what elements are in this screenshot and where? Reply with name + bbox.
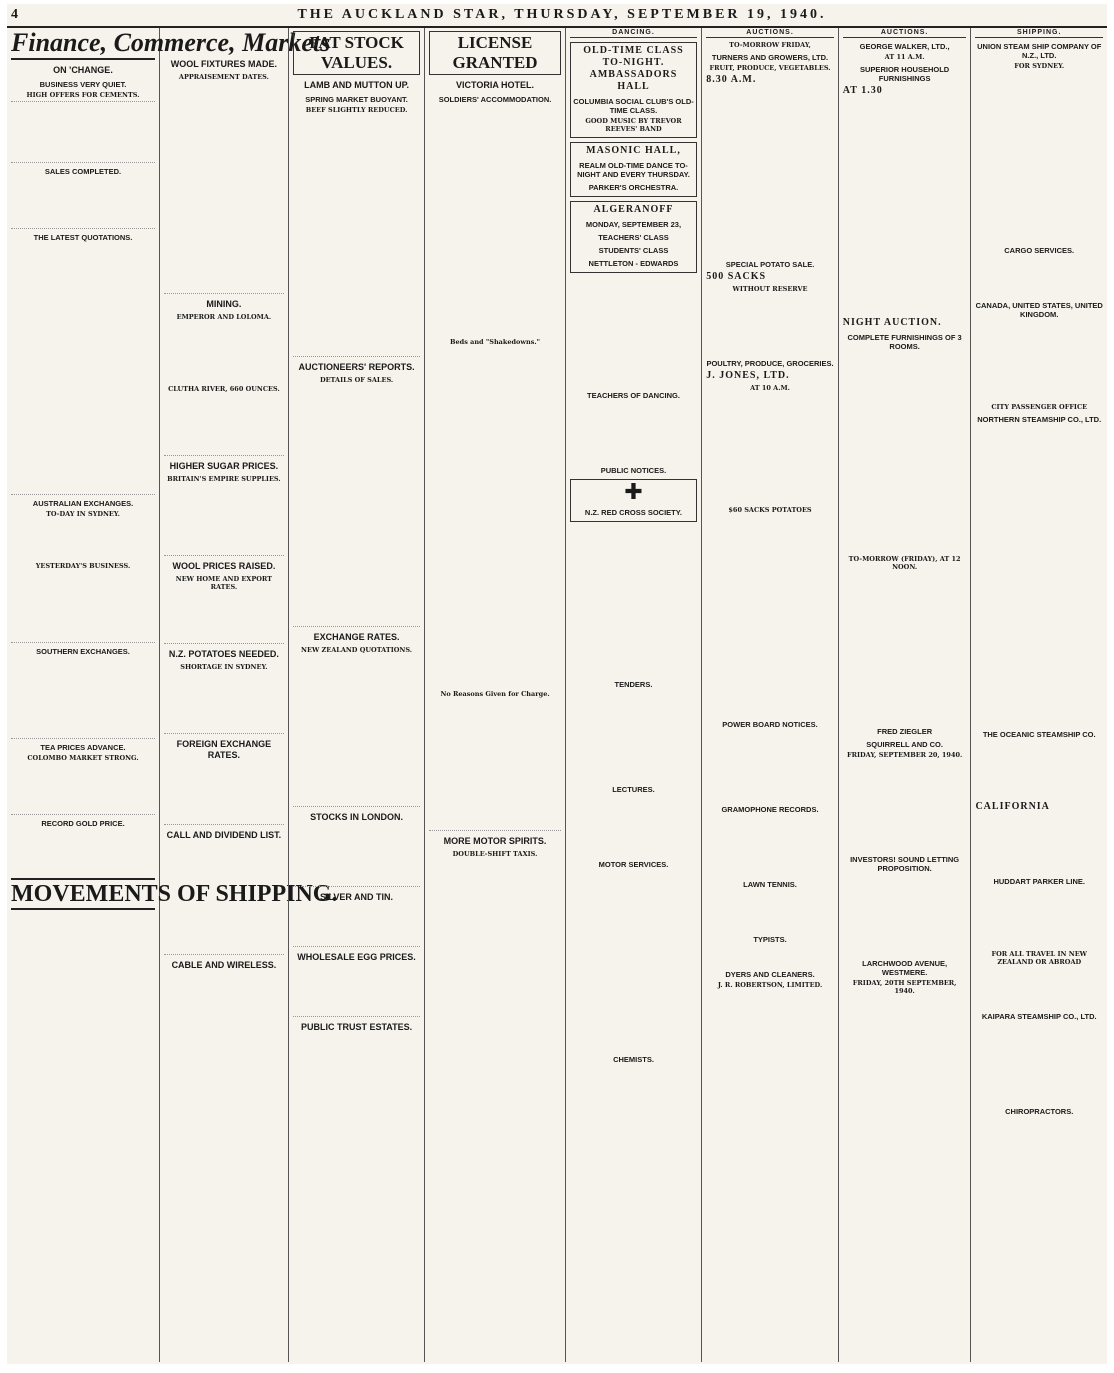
section-lawn-tennis: LAWN TENNIS.	[743, 880, 797, 889]
auction-500-sacks: 500 SACKS	[706, 271, 767, 282]
subhead-today-sydney: TO-DAY IN SYDNEY.	[46, 510, 120, 518]
columns	[7, 28, 1107, 1362]
article-beds	[429, 348, 560, 688]
subhead-nz-quotations: NEW ZEALAND QUOTATIONS.	[301, 646, 413, 654]
headline-silver-tin: SILVER AND TIN.	[320, 892, 394, 902]
article-wool-prices	[164, 593, 284, 644]
section-chiropractors: CHIROPRACTORS.	[1005, 1107, 1074, 1116]
ad-teachers-class: TEACHERS' CLASS	[598, 233, 669, 242]
section-power-board: POWER BOARD NOTICES.	[722, 720, 818, 729]
auction-special-potato: SPECIAL POTATO SALE.	[725, 260, 815, 269]
headline-call-dividend: CALL AND DIVIDEND LIST.	[166, 830, 282, 840]
ship-canada-us-uk: CANADA, UNITED STATES, UNITED KINGDOM.	[975, 301, 1103, 319]
article-sydney	[11, 520, 155, 560]
ad-masonic-hall: MASONIC HALL,	[586, 145, 681, 156]
ad-nettleton: NETTLETON - EDWARDS	[588, 259, 679, 268]
headline-on-change: ON 'CHANGE.	[53, 65, 113, 75]
section-dyers: DYERS AND CLEANERS.	[725, 970, 815, 979]
page-number: 4	[11, 7, 21, 22]
ship-kaipara: KAIPARA STEAMSHIP CO., LTD.	[981, 1012, 1097, 1021]
subhead-beds: Beds and "Shakedowns."	[450, 338, 541, 346]
auction-larchwood: LARCHWOOD AVENUE, WESTMERE.	[862, 959, 948, 977]
article-tea	[11, 764, 155, 815]
headline-stocks-london: STOCKS IN LONDON.	[310, 812, 403, 822]
subhead-cements: HIGH OFFERS FOR CEMENTS.	[26, 91, 140, 99]
article-sugar	[164, 485, 284, 556]
ad-ambassadors	[570, 42, 698, 138]
headline-sales-completed: SALES COMPLETED.	[44, 167, 122, 176]
article-wool	[164, 83, 284, 294]
ship-for-sydney: FOR SYDNEY.	[1014, 62, 1065, 70]
masthead	[7, 4, 1107, 28]
sales-table	[11, 178, 155, 229]
article-license	[429, 106, 560, 336]
auction-without-reserve: WITHOUT RESERVE	[732, 285, 808, 293]
subhead-home-export: NEW HOME AND EXPORT RATES.	[175, 575, 273, 591]
auction-poultry: POULTRY, PRODUCE, GROCERIES.	[706, 359, 834, 368]
auction-george-walker: GEORGE WALKER, LTD.,	[859, 42, 950, 51]
ship-cargo-services: CARGO SERVICES.	[1004, 246, 1075, 255]
subhead-emperor: EMPEROR AND LOLOMA.	[176, 313, 272, 321]
auction-jjones: J. JONES, LTD.	[706, 370, 790, 381]
article-clutha	[164, 395, 284, 456]
ad-ambassadors-hall: AMBASSADORS HALL	[589, 69, 678, 92]
subhead-details-sales: DETAILS OF SALES.	[319, 376, 394, 384]
stocks-table	[293, 826, 421, 887]
article-foreign	[164, 764, 284, 825]
red-cross-icon: ✚	[624, 480, 643, 505]
section-lectures: LECTURES.	[612, 785, 655, 794]
ad-oldtime-class: OLD-TIME CLASS TO-NIGHT.	[583, 45, 684, 68]
subhead-empire-supplies: BRITAIN'S EMPIRE SUPPLIES.	[167, 475, 281, 483]
subhead-appraisement: APPRAISEMENT DATES.	[178, 73, 269, 81]
dividend-table	[164, 844, 284, 955]
headline-potatoes: N.Z. POTATOES NEEDED.	[168, 649, 279, 659]
article-mining	[164, 323, 284, 383]
auction-robertson: J. R. ROBERTSON, LIMITED.	[717, 981, 823, 989]
subhead-clutha: CLUTHA RIVER, 660 OUNCES.	[168, 385, 280, 393]
subhead-taxis: DOUBLE-SHIFT TAXIS.	[452, 850, 538, 858]
headline-sugar: HIGHER SUGAR PRICES.	[169, 461, 279, 471]
column-auctions-1	[702, 28, 839, 1362]
headline-fat-stock: FAT STOCK VALUES.	[293, 31, 421, 75]
auction-superior-household: SUPERIOR HOUSEHOLD FURNISHINGS	[860, 65, 950, 83]
auction-10am: AT 10 A.M.	[750, 384, 790, 392]
subhead-colombo: COLOMBO MARKET STRONG.	[27, 754, 139, 762]
headline-cable-wireless: CABLE AND WIRELESS.	[171, 960, 277, 970]
subhead-victoria-hotel: VICTORIA HOTEL.	[456, 80, 535, 90]
section-gramophone: GRAMOPHONE RECORDS.	[721, 805, 819, 814]
subhead-beef: BEEF SLIGHTLY REDUCED.	[305, 106, 408, 114]
auction-fred-ziegler: FRED ZIEGLER	[877, 727, 933, 736]
article-gold	[11, 830, 155, 870]
headline-latest-quotations: THE LATEST QUOTATIONS.	[33, 233, 133, 242]
article-eggs	[293, 966, 421, 1017]
auction-complete-furnishings: COMPLETE FURNISHINGS OF 3 ROOMS.	[847, 333, 962, 351]
section-auctions-2: AUCTIONS.	[843, 28, 967, 38]
headline-egg-prices: WHOLESALE EGG PRICES.	[297, 952, 416, 962]
headline-australian-exchanges: AUSTRALIAN EXCHANGES.	[32, 499, 134, 508]
section-public-notices: PUBLIC NOTICES.	[600, 466, 667, 475]
quotations-table	[11, 244, 155, 495]
section-shipping: SHIPPING.	[975, 28, 1103, 38]
ad-parker: PARKER'S ORCHESTRA.	[588, 183, 679, 192]
article-silver	[293, 906, 421, 947]
ship-huddart-parker: HUDDART PARKER LINE.	[993, 877, 1085, 886]
auction-investors: INVESTORS! SOUND LETTING PROPOSITION.	[850, 855, 960, 873]
exchange-table	[293, 656, 421, 807]
article-potatoes	[164, 673, 284, 734]
auction-tomorrow: TO-MORROW FRIDAY,	[729, 41, 811, 49]
section-dancing: DANCING.	[570, 28, 698, 38]
subhead-shortage: SHORTAGE IN SYDNEY.	[180, 663, 268, 671]
ad-columbia: COLUMBIA SOCIAL CLUB'S OLD-TIME CLASS.	[573, 97, 694, 115]
ad-trevor-reeves: GOOD MUSIC BY TREVOR REEVES' BAND	[585, 117, 682, 133]
ship-city-office: CITY PASSENGER OFFICE	[991, 403, 1088, 411]
auction-11am: AT 11 A.M.	[884, 53, 925, 61]
headline-southern-exchanges: SOUTHERN EXCHANGES.	[36, 647, 130, 656]
ad-realm: REALM OLD-TIME DANCE TO-NIGHT AND EVERY THURSDAY.	[577, 161, 690, 179]
subhead-yesterdays-business: YESTERDAY'S BUSINESS.	[35, 562, 131, 570]
column-fatstock	[289, 28, 426, 1362]
article-yesterday	[11, 572, 155, 643]
headline-exchange-rates: EXCHANGE RATES.	[313, 632, 400, 642]
headline-wool-prices: WOOL PRICES RAISED.	[172, 561, 276, 571]
auction-noon: TO-MORROW (FRIDAY), AT 12 NOON.	[848, 555, 961, 571]
ship-union-steam: UNION STEAM SHIP COMPANY OF N.Z., LTD.	[977, 42, 1102, 60]
article-reasons	[429, 700, 560, 831]
column-wool	[160, 28, 289, 1362]
auction-130: AT 1.30	[842, 85, 883, 96]
ship-oceanic: THE OCEANIC STEAMSHIP CO.	[982, 730, 1096, 739]
section-typists: TYPISTS.	[753, 935, 787, 944]
section-chemists: CHEMISTS.	[613, 1055, 654, 1064]
paper-title-date: THE AUCKLAND STAR, THURSDAY, SEPTEMBER 19, 1940.	[297, 7, 827, 22]
column-shipping	[971, 28, 1107, 1362]
auction-time-830: 8.30 A.M.	[706, 74, 757, 85]
headline-foreign-exchange: FOREIGN EXCHANGE RATES.	[176, 739, 272, 760]
section-auctions-1: AUCTIONS.	[706, 28, 834, 38]
headline-tea-prices: TEA PRICES ADVANCE.	[40, 743, 126, 752]
ship-california: CALIFORNIA	[975, 801, 1050, 812]
auction-night: NIGHT AUCTION.	[842, 317, 942, 328]
headline-auctioneers-reports: AUCTIONEERS' REPORTS.	[298, 362, 415, 372]
subhead-business-quiet: BUSINESS VERY QUIET.	[39, 80, 127, 89]
headline-record-gold: RECORD GOLD PRICE.	[41, 819, 125, 828]
section-motor-services: MOTOR SERVICES.	[598, 860, 669, 869]
auction-friday-date: FRIDAY, SEPTEMBER 20, 1940.	[846, 751, 963, 759]
ad-algeranoff-name: ALGERANOFF	[593, 204, 674, 215]
subhead-spring-market: SPRING MARKET BUOYANT.	[305, 95, 408, 104]
article-fatstock	[293, 116, 421, 357]
auction-sacks-potatoes: $60 SACKS POTATOES	[728, 506, 812, 514]
auction-squirrell: SQUIRRELL AND CO.	[866, 740, 943, 749]
ad-algeranoff	[570, 201, 698, 273]
article-southern	[11, 658, 155, 739]
section-teachers-dancing: TEACHERS OF DANCING.	[587, 391, 680, 400]
ship-northern-steamship: NORTHERN STEAMSHIP CO., LTD.	[977, 415, 1102, 424]
newspaper-page	[7, 4, 1107, 1364]
section-tenders: TENDERS.	[614, 680, 653, 689]
auction-friday-20th: FRIDAY, 20TH SEPTEMBER, 1940.	[852, 979, 957, 995]
ad-students-class: STUDENTS' CLASS	[598, 246, 669, 255]
finance-banner: Finance, Commerce, Markets	[11, 28, 155, 60]
subhead-lamb-mutton: LAMB AND MUTTON UP.	[304, 80, 409, 90]
ad-masonic	[570, 142, 698, 197]
headline-mining: MINING.	[206, 299, 242, 309]
headline-motor-spirits: MORE MOTOR SPIRITS.	[443, 836, 547, 846]
auction-turners: TURNERS AND GROWERS, LTD.	[711, 53, 829, 62]
ship-all-travel: FOR ALL TRAVEL IN NEW ZEALAND OR ABROAD	[991, 950, 1087, 966]
ad-red-cross	[570, 479, 698, 522]
column-auctions-2	[839, 28, 972, 1362]
auction-fruit: FRUIT, PRODUCE, VEGETABLES.	[709, 64, 831, 72]
article-auctioneers	[293, 386, 421, 627]
headline-movements-of-shipping: MOVEMENTS OF SHIPPING.	[11, 878, 155, 910]
headline-public-trust: PUBLIC TRUST ESTATES.	[300, 1022, 413, 1032]
subhead-no-reasons: No Reasons Given for Charge.	[440, 690, 550, 698]
subhead-soldiers: SOLDIERS' ACCOMMODATION.	[438, 95, 552, 104]
headline-wool-fixtures: WOOL FIXTURES MADE.	[170, 59, 278, 69]
article-body-on-change	[11, 101, 155, 163]
ad-red-cross-title: N.Z. RED CROSS SOCIETY.	[584, 508, 683, 517]
headline-license-granted: LICENSE GRANTED	[429, 31, 560, 75]
column-license	[425, 28, 565, 1362]
column-dancing	[566, 28, 703, 1362]
ad-monday: MONDAY, SEPTEMBER 23,	[585, 220, 682, 229]
